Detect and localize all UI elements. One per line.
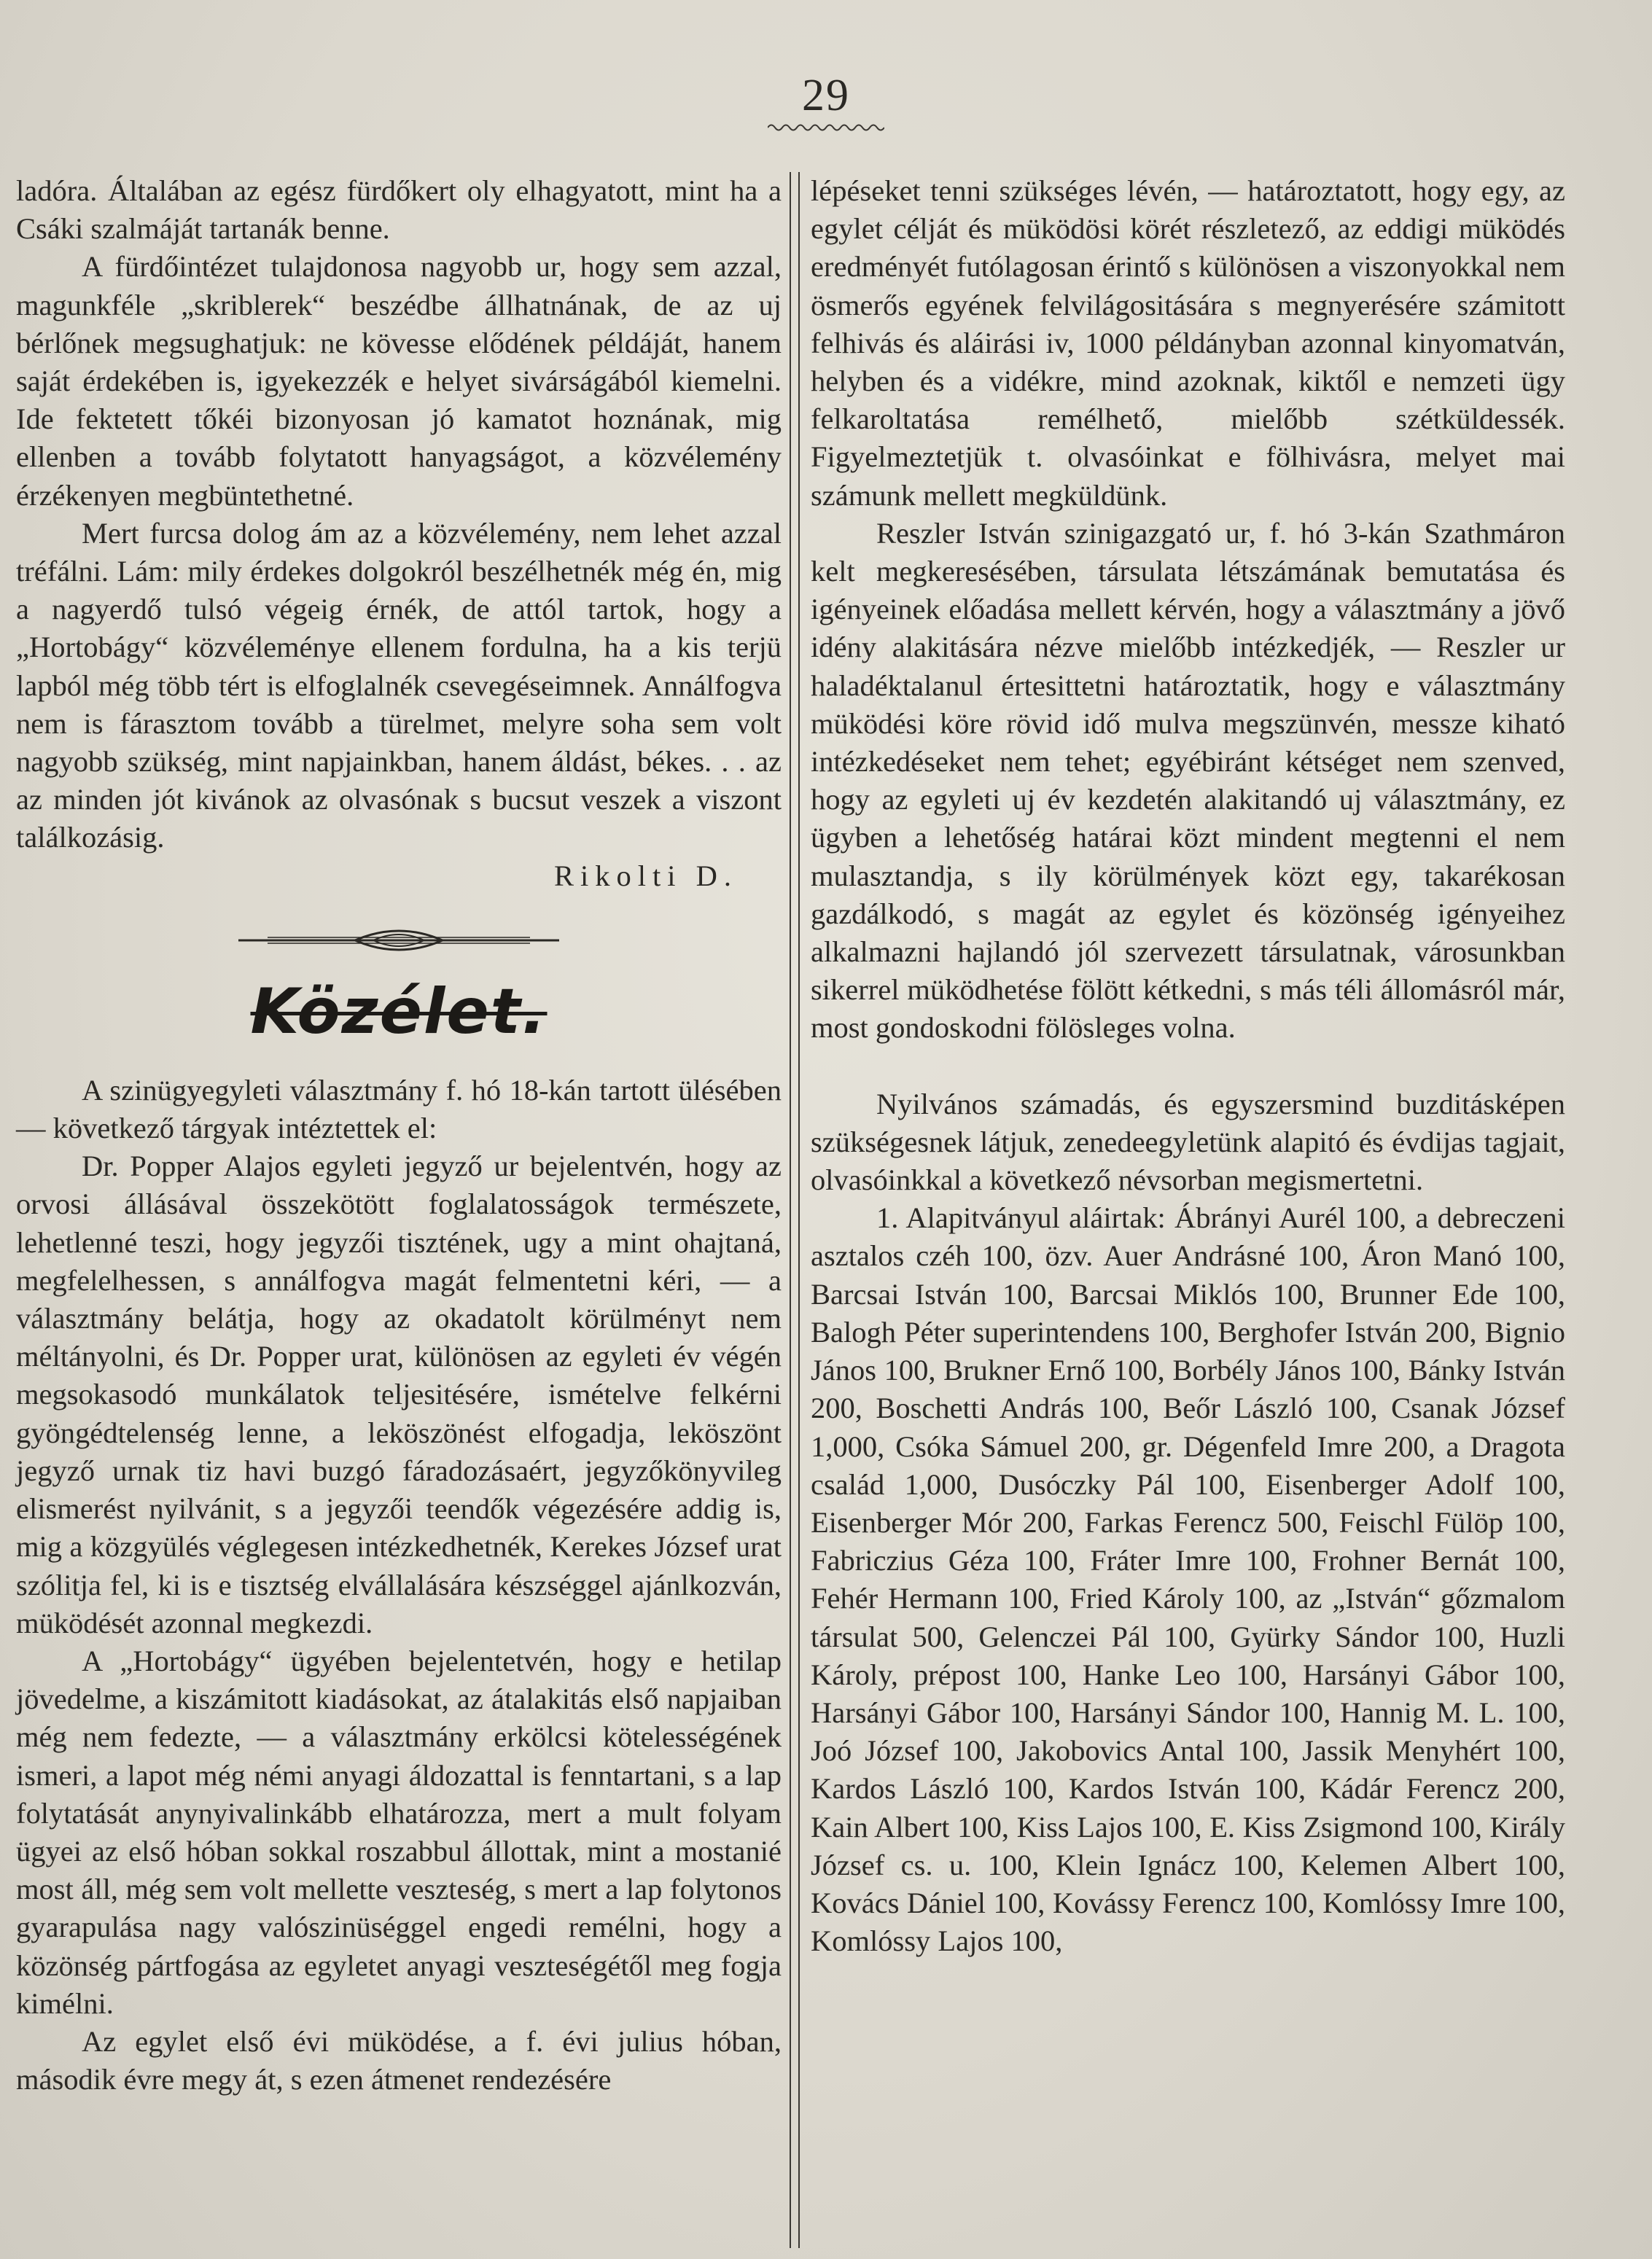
left-column (16, 172, 782, 2099)
paragraph: Reszler István szinigazgató ur, f. hó 3-kán Szathmáron kelt megkeresésében, társulata létszámának bemutatása és igényeinek előadása mellett kérvén, hogy a választmány a jövő idény alakitására nézve mielőbb intézkedjék, — Reszler ur haladéktalanul értesittetni határoztatik, hogy e választmány müködési köre rövid idő mulva megszünvén, messze kiható intézkedéseket nem tehet; egyébiránt kétséget nem szenved, hogy az egyleti uj év kezdetén alakitandó uj választmány, ez ügyben a lehetőség határai közt mindent megtenni el nem mulasztandja, s ily körülmények közt egy, takarékosan gazdálkodó, s magát az egylet és közönség igényeihez alkalmazni hajlandó jól szervezett társulatnak, városunkban sikerrel müködhetése fölött kétkedni, s más téli állomásról már, most gondoskodni fölösleges volna. (811, 516, 1565, 1045)
paragraph: ladóra. Általában az egész fürdőkert oly elhagyatott, mint ha a Csáki szalmáját tartanák benne. (16, 174, 782, 246)
column-divider (790, 172, 800, 2248)
paragraph: A szinügyegyleti választmány f. hó 18-kán tartott ülésében — következő tárgyak intéztettek el: (16, 1073, 782, 1145)
paragraph: A „Hortobágy“ ügyében bejelentetvén, hogy e hetilap jövedelme, a kiszámitott kiadásokat, az átalakitás első napjaiban még nem fedezte, — a választmány erkölcsi kötelességének ismeri, a lapot még némi anyagi áldozattal is fenntartani, s a lap folytatását anynyivalinkább elhatározza, mert a mult folyam ügyei az első hóban sokkal roszabbul állottak, mint a mostanié most áll, még sem volt mellette veszteség, s mert a lap folytonos gyarapulása nagy valószinüséggel engedi remélni, hogy a közönség pártfogása az egyletet anyagi veszteségétől meg fogja kimélni. (16, 1644, 782, 2020)
right-column (811, 172, 1565, 1960)
section-divider-ornament (224, 918, 574, 962)
paragraph: Nyilvános számadás, és egyszersmind buzditásképen szükségesnek látjuk, zenedeegyletünk alapitó és évdijas tagjait, olvasóinkkal a következő névsorban megismertetni. (811, 1087, 1565, 1197)
page-number: 29 (802, 71, 850, 120)
author-signature: Rikolti D. (553, 859, 738, 892)
paragraph: Dr. Popper Alajos egyleti jegyző ur bejelentvén, hogy az orvosi állásával összekötött foglalatosságok természete, lehetlenné teszi, hogy jegyzői tisztének, ugy a mint ohajtaná, megfelelhessen, s annálfogva magát felmentetni kéri, — a választmány belátja, hogy az okadatolt körülményt nem méltányolni, és Dr. Popper urat, különösen az egyleti év végén megsokasodó munkálatok teljesitésére, ismételve felkérni gyöngédtelenség lenne, a leköszönést elfogadja, leköszönt jegyző urnak tiz havi buzgó fáradozásaért, jegyzőkönyvileg elismerést nyilvánit, s a jegyzői teendők végezésére addig is, mig a közgyülés véglegesen intézkedhetnék, Kerekes József urat szólitja fel, ki is e tisztség elvállalására készséggel ajánlkozván, müködését azonnal megkezdi. (16, 1150, 782, 1639)
paragraph: Mert furcsa dolog ám az a közvélemény, nem lehet azzal tréfálni. Lám: mily érdekes dolgokról beszélhetnék még én, mig a nagyerdő tulsó végeig érnék, de attól tartok, hogy a „Hortobágy“ közvéleménye ellenem fordulna, ha a kis terjü lapból még több tért is elfoglalnék csevegéseimnek. Annálfogva nem is fárasztom tovább a türelmet, melyre soha sem volt nagyobb szükség, mint napjainkban, hanem áldást, békes. . . az az minden jót kivánok az olvasónak s bucsut veszek a viszont találkozásig. (16, 516, 782, 854)
spacer (811, 1047, 1565, 1085)
page-number-ornament (768, 122, 884, 133)
author-signature-line (16, 857, 782, 895)
paragraph: lépéseket tenni szükséges lévén, — határoztatott, hogy egy, az egylet célját és müködösi körét részletező, az eddigi müködés eredményét futólagosan érintő s különösen a viszonyokkal nem ösmerős egyének felvilágositására s megnyerésére számitott felhivás és aláirási iv, 1000 példányban azonnal kinyomatván, helyben és a vidékre, mind azoknak, kiktől e nemzeti ügy felkaroltatása remélhető, mielőbb szétküldessék. Figyelmeztetjük t. olvasóinkat e fölhivásra, melyet mai számunk mellett megküldünk. (811, 174, 1565, 512)
paragraph: Az egylet első évi müködése, a f. évi julius hóban, második évre megy át, s ezen átmenet rendezésére (16, 2024, 782, 2096)
section-heading: Közélet. (250, 975, 548, 1048)
paragraph: A fürdőintézet tulajdonosa nagyobb ur, hogy sem azzal, magunkféle „skriblerek“ beszédbe állhatnának, de az uj bérlőnek megsughatjuk: ne kövesse elődének példáját, hanem saját érdekében is, igyekezzék e helyet sivárságából kiemelni. Ide fektetett tőkéi bizonyosan jó kamatot hoznának, mig ellenben a tovább folytatott hanyagságot, a közvélemény érzékenyen megbüntethetné. (16, 250, 782, 512)
paragraph: 1. Alapitványul aláirtak: Ábrányi Aurél 100, a debreczeni asztalos czéh 100, özv. Auer Andrásné 100, Áron Manó 100, Barcsai István 100, Barcsai Miklós 100, Brunner Ede 100, Balogh Péter superintendens 100, Berghofer István 200, Bignio János 100, Brukner Ernő 100, Borbély János 100, Bánky István 200, Boschetti András 100, Beőr László 100, Csanak József 1,000, Csóka Sámuel 200, gr. Dégenfeld Imre 200, a Dragota család 1,000, Dusóczky Pál 100, Eisenberger Adolf 100, Eisenberger Mór 200, Farkas Ferencz 500, Feischl Fülöp 100, Fabriczius Géza 100, Fráter Imre 100, Frohner Bernát 100, Fehér Hermann 100, Fried Károly 100, az „István“ gőzmalom társulat 500, Gelenczei Pál 100, Gyürky Sándor 100, Huzli Károly, prépost 100, Hanke Leo 100, Harsányi Gábor 100, Harsányi Gábor 100, Harsányi Sándor 100, Hannig M. L. 100, Joó József 100, Jakobovics Antal 100, Jassik Menyhért 100, Kardos László 100, Kardos István 100, Kádár Ferencz 200, Kain Albert 100, Kiss Lajos 100, E. Kiss Zsigmond 100, Király József cs. u. 100, Klein Ignácz 100, Kelemen Albert 100, Kovács Dániel 100, Kovássy Ferencz 100, Komlóssy Imre 100, Komlóssy Lajos 100, (811, 1201, 1565, 1958)
